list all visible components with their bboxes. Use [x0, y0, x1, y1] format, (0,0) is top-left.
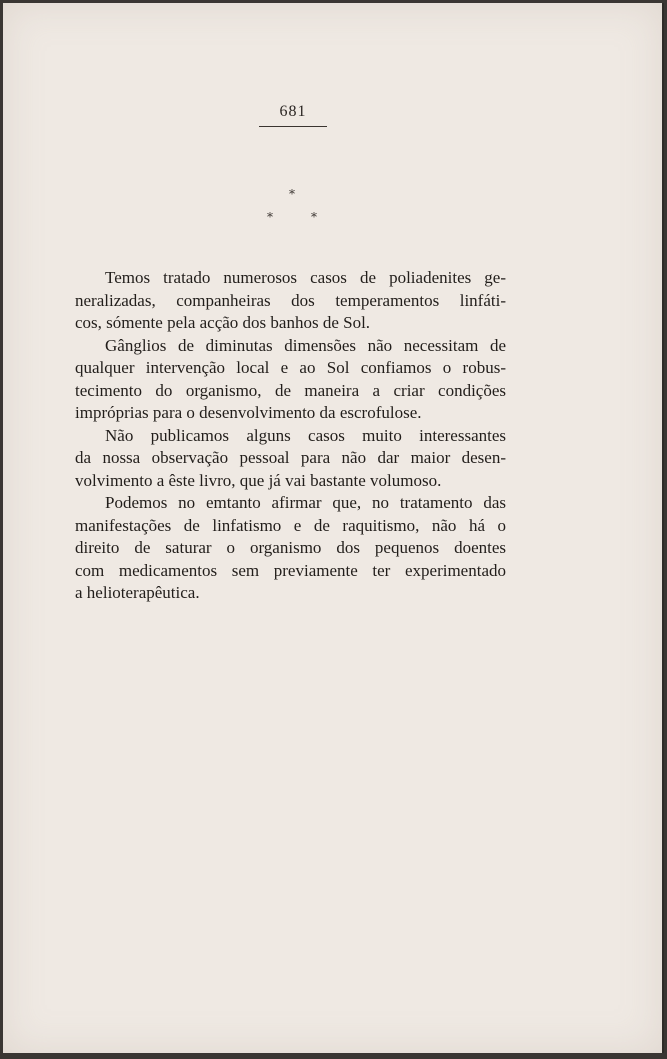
paragraph-line: qualquer intervenção local e ao Sol confiamos o robus- [75, 358, 506, 377]
asterism-star-right: * [311, 210, 317, 224]
paragraph-line: com medicamentos sem previamente ter experimentado [75, 560, 506, 580]
paragraph-line: manifestações de linfatismo e de raquitismo, não há o [75, 515, 506, 535]
paragraph-line: Temos tratado numerosos casos de poliadenites ge- [105, 268, 506, 287]
page-number-rule [259, 126, 327, 127]
paragraph-2 [75, 335, 506, 425]
paragraph-line: volvimento a êste livro, que já vai bastante volumoso. [75, 470, 442, 490]
paragraph-line: Não publicamos alguns casos muito interessantes [105, 425, 506, 445]
book-page [3, 3, 664, 1053]
paragraph-line: direito de saturar o organismo dos pequenos doentes [75, 538, 506, 557]
paragraph-line: impróprias para o desenvolvimento da escrofulose. [75, 403, 422, 422]
body-text [75, 267, 506, 605]
paragraph-line: a helioterapêutica. [75, 583, 200, 602]
paragraph-line: cos, sómente pela acção dos banhos de Sol. [75, 313, 371, 332]
paragraph-line: tecimento do organismo, de maneira a criar condições [75, 380, 506, 400]
paragraph-1 [75, 267, 506, 335]
paragraph-3 [75, 425, 506, 493]
asterism-star-top: * [289, 187, 295, 201]
paragraph-line: da nossa observação pessoal para não dar maior desen- [75, 448, 506, 467]
paragraph-line: Podemos no emtanto afirmar que, no tratamento das [105, 493, 506, 512]
asterism-star-left: * [267, 210, 273, 224]
paragraph-4 [75, 492, 506, 605]
paragraph-line: neralizadas, companheiras dos temperamentos linfáti- [75, 290, 506, 310]
page-number: 681 [279, 103, 307, 120]
paragraph-line: Gânglios de diminutas dimensões não necessitam de [105, 335, 506, 355]
